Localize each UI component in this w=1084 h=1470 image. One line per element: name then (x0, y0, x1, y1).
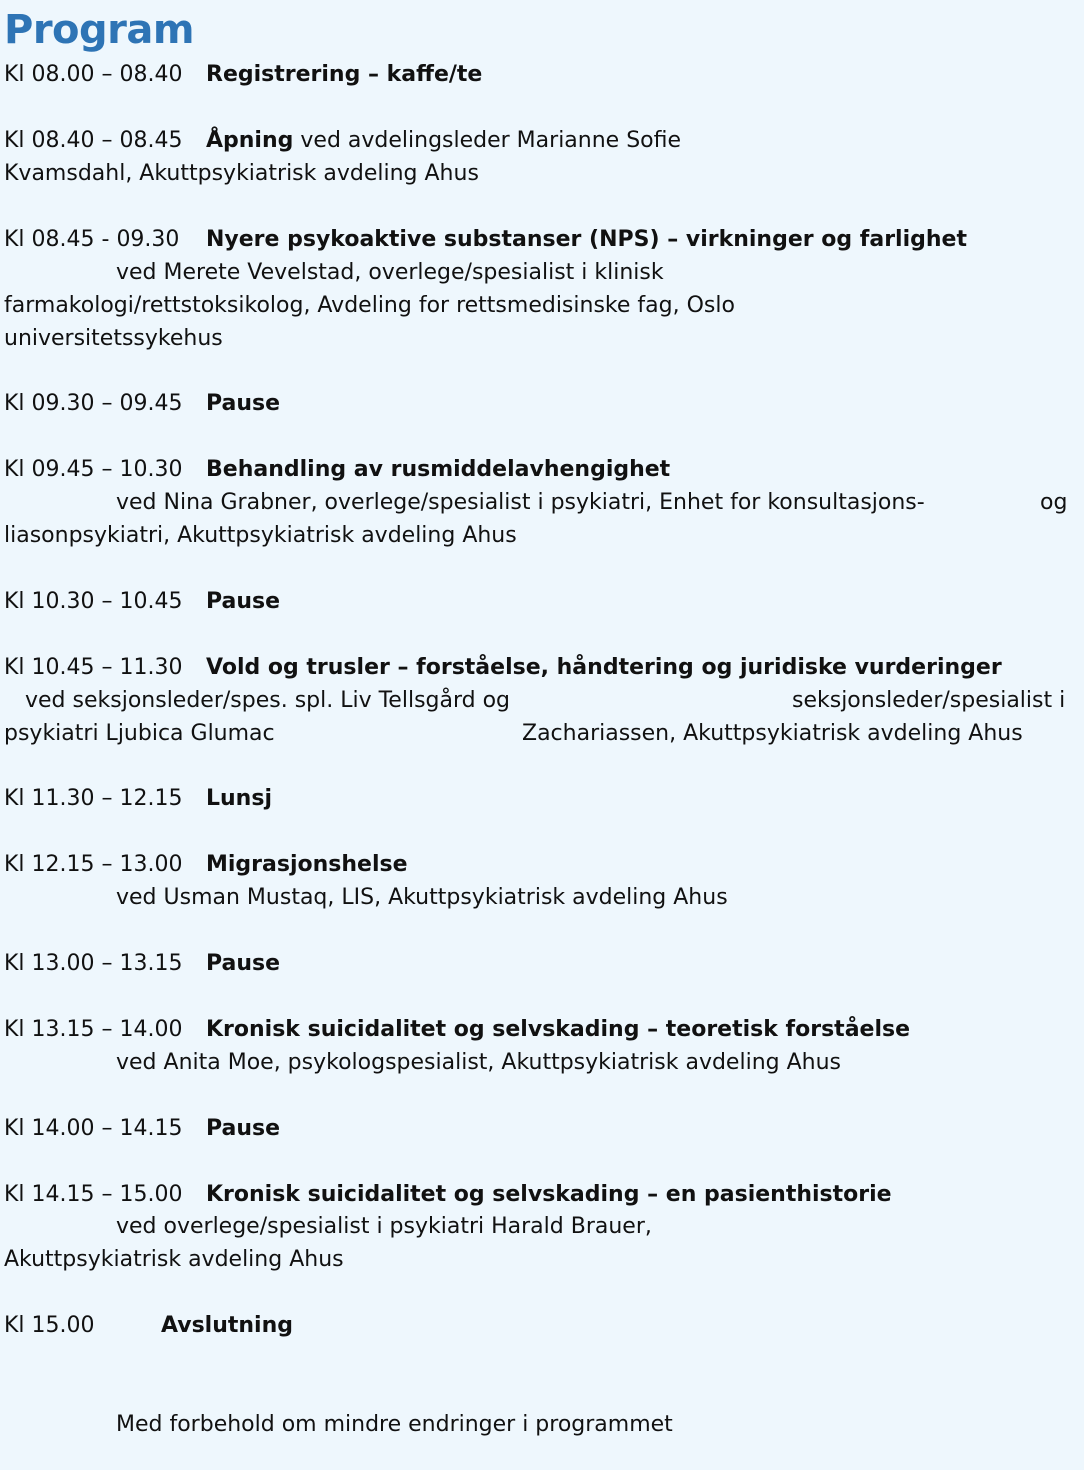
time-1045: Kl 10.45 – 11.30 (4, 655, 183, 680)
speaker-migrasjon: ved Usman Mustaq, LIS, Akuttpsykiatrisk avdeling Ahus (116, 885, 728, 910)
time-1130: Kl 11.30 – 12.15 (4, 786, 183, 811)
speaker-rus-line1: ved Nina Grabner, overlege/spesialist i psykiatri, Enhet for konsultasjons- (116, 490, 925, 515)
speaker-vold-line2: psykiatri Ljubica Glumac (4, 721, 275, 746)
speaker-apning: ved avdelingsleder Marianne Sofie (300, 128, 682, 153)
time-0930: Kl 09.30 – 09.45 (4, 391, 183, 416)
time-1215: Kl 12.15 – 13.00 (4, 852, 183, 877)
time-0845: Kl 08.45 - 09.30 (4, 227, 180, 252)
time-1415: Kl 14.15 – 15.00 (4, 1182, 183, 1207)
speaker-suicid-teori: ved Anita Moe, psykologspesialist, Akuttpsykiatrisk avdeling Ahus (116, 1050, 841, 1075)
heading-avslutning: Avslutning (161, 1313, 294, 1338)
speaker-vold-line1: ved seksjonsleder/spes. spl. Liv Tellsgård og (25, 688, 511, 713)
time-0945: Kl 09.45 – 10.30 (4, 457, 183, 482)
speaker-vold-line2b: Zachariassen, Akuttpsykiatrisk avdeling Ahus (522, 721, 1023, 746)
heading-nps: Nyere psykoaktive substanser (NPS) – virkninger og farlighet (206, 227, 967, 252)
heading-rus: Behandling av rusmiddelavhengighet (206, 457, 671, 482)
heading-vold: Vold og trusler – forståelse, håndtering og juridiske vurderinger (206, 655, 1002, 680)
heading-apning-bold: Åpning (206, 128, 294, 153)
heading-registrering: Registrering – kaffe/te (206, 62, 483, 87)
time-1315: Kl 13.15 – 14.00 (4, 1017, 183, 1042)
heading-suicid-teori: Kronisk suicidalitet og selvskading – teoretisk forståelse (206, 1017, 911, 1042)
time-1030: Kl 10.30 – 10.45 (4, 589, 183, 614)
speaker-rus-og: og (1040, 490, 1068, 515)
heading-pause-3: Pause (206, 951, 281, 976)
heading-suicid-historie: Kronisk suicidalitet og selvskading – en pasienthistorie (206, 1182, 892, 1207)
time-1400: Kl 14.00 – 14.15 (4, 1116, 183, 1141)
page-title: Program (4, 7, 195, 53)
speaker-suicid-historie-line1: ved overlege/spesialist i psykiatri Harald Brauer, (116, 1214, 652, 1239)
speaker-nps-line2: farmakologi/rettstoksikolog, Avdeling for rettsmedisinske fag, Oslo (4, 293, 735, 318)
speaker-suicid-historie-line2: Akuttpsykiatrisk avdeling Ahus (4, 1247, 344, 1272)
speaker-vold-line1b: seksjonsleder/spesialist i (792, 688, 1066, 713)
speaker-apning-line2: Kvamsdahl, Akuttpsykiatrisk avdeling Ahus (4, 161, 479, 186)
heading-pause-1: Pause (206, 391, 281, 416)
time-0840: Kl 08.40 – 08.45 (4, 128, 183, 153)
speaker-nps-line3: universitetssykehus (4, 326, 223, 351)
heading-pause-4: Pause (206, 1116, 281, 1141)
speaker-nps-line1: ved Merete Vevelstad, overlege/spesialist i klinisk (116, 260, 664, 285)
time-1300: Kl 13.00 – 13.15 (4, 951, 183, 976)
heading-apning (206, 126, 681, 156)
heading-migrasjon: Migrasjonshelse (206, 852, 408, 877)
time-0800: Kl 08.00 – 08.40 (4, 62, 183, 87)
heading-pause-2: Pause (206, 589, 281, 614)
speaker-rus-line2: liasonpsykiatri, Akuttpsykiatrisk avdeling Ahus (4, 523, 517, 548)
time-1500: Kl 15.00 (4, 1313, 95, 1338)
heading-lunsj: Lunsj (206, 786, 272, 811)
footer-note: Med forbehold om mindre endringer i programmet (116, 1412, 673, 1437)
